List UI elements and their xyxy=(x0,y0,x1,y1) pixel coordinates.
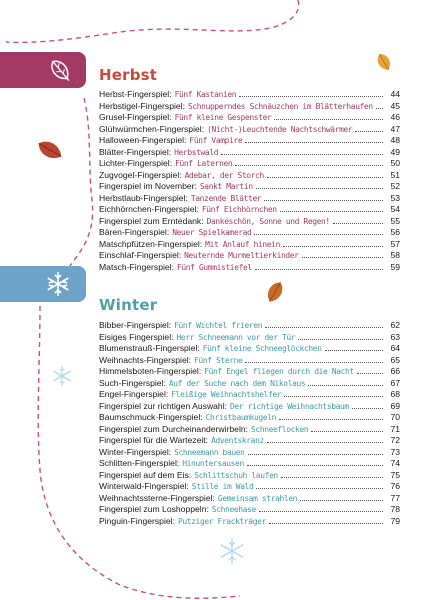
winter-toc-list xyxy=(99,320,400,527)
dot-leader xyxy=(355,125,383,132)
entry-category: Eichhörnchen-Fingerspiel: xyxy=(99,204,199,214)
entry-category: Such-Fingerspiel: xyxy=(99,377,166,388)
leaf-icon xyxy=(0,52,86,88)
entry-category: Schlitten-Fingerspiel: xyxy=(99,458,180,468)
dashed-trail xyxy=(70,98,93,266)
entry-category: Pinguin-Fingerspiel: xyxy=(99,515,175,526)
entry-title: Fünf Engel fliegen durch die Nacht xyxy=(204,367,354,376)
entry-category: Winterwald-Fingerspiel: xyxy=(99,481,189,491)
toc-entry xyxy=(99,355,400,367)
dot-leader xyxy=(267,436,383,443)
entry-title: Sankt Martin xyxy=(199,182,253,191)
toc-entry xyxy=(99,516,400,528)
entry-category: Eisiges Fingerspiel: xyxy=(99,331,174,342)
dot-leader xyxy=(235,159,383,166)
page-number: 70 xyxy=(390,412,400,422)
page-number: 75 xyxy=(390,469,400,480)
page-number: 78 xyxy=(390,504,400,514)
entry-category: Fingerspiel zum Loshoppeln: xyxy=(99,504,209,514)
entry-title: Fünf Kastanien xyxy=(174,90,237,99)
entry-title: Stille im Wald xyxy=(191,482,254,491)
toc-entry xyxy=(99,401,400,413)
toc-entry xyxy=(99,193,400,205)
page-number: 67 xyxy=(390,377,400,388)
entry-category: Lichter-Fingerspiel: xyxy=(99,158,173,168)
page-number: 62 xyxy=(390,320,400,330)
dot-leader xyxy=(245,136,383,143)
entry-title: Fünf Eichhörnchen xyxy=(201,205,277,214)
toc-entry xyxy=(99,412,400,424)
dot-leader xyxy=(248,448,383,455)
toc-entry xyxy=(99,135,400,147)
dot-leader xyxy=(357,367,383,374)
dot-leader xyxy=(352,402,383,409)
page-number: 72 xyxy=(390,435,400,445)
toc-entry xyxy=(99,89,400,101)
page-number: 44 xyxy=(390,89,400,99)
entry-category: Herbst-Fingerspiel: xyxy=(99,89,172,99)
toc-entry xyxy=(99,481,400,493)
dot-leader xyxy=(308,379,383,386)
entry-title: Dankeschön, Sonne und Regen! xyxy=(206,216,330,226)
page-number: 76 xyxy=(390,481,400,491)
toc-entry xyxy=(99,181,400,193)
page-number: 50 xyxy=(390,158,400,168)
entry-category: Himmelsboten-Fingerspiel: xyxy=(99,366,202,376)
page-number: 68 xyxy=(390,389,400,399)
entry-title: Neuternde Murmeltierkinder xyxy=(184,251,299,260)
entry-category: Herbstigel-Fingerspiel: xyxy=(99,100,185,111)
toc-entry xyxy=(99,470,400,482)
entry-title: Schlittschuh laufen xyxy=(194,470,278,480)
entry-title: (Nicht-)Leuchtende Nachtschwärmer xyxy=(207,124,353,134)
dot-leader xyxy=(247,459,383,466)
entry-title: Hinuntersausen xyxy=(182,459,244,468)
dot-leader xyxy=(300,494,383,501)
entry-title: Mit Anlauf hinein xyxy=(205,239,280,249)
entry-title: Schnupperndes Schnäuzchen im Blätterhaufen xyxy=(187,101,373,111)
toc-entry xyxy=(99,158,400,170)
page-number: 63 xyxy=(390,331,400,342)
toc-entry xyxy=(99,239,400,251)
entry-title: Tanzende Blätter xyxy=(190,193,262,203)
page-number: 49 xyxy=(390,146,400,157)
entry-category: Matschpfützen-Fingerspiel: xyxy=(99,238,203,249)
dot-leader xyxy=(255,263,383,270)
toc-entry xyxy=(99,332,400,344)
herbst-toc-list xyxy=(99,89,400,273)
light-snowflake-icon xyxy=(53,366,70,386)
entry-title: Der richtige Weihnachtsbaum xyxy=(230,401,349,411)
entry-category: Weihnachtssterne-Fingerspiel: xyxy=(99,492,215,503)
toc-entry xyxy=(99,378,400,390)
light-snowflake-icon xyxy=(221,538,244,564)
dot-leader xyxy=(325,344,383,351)
entry-category: Winter-Fingerspiel: xyxy=(99,446,172,457)
page-number: 57 xyxy=(390,238,400,249)
entry-category: Baumschmuck-Fingerspiel: xyxy=(99,412,203,422)
dot-leader xyxy=(269,517,383,524)
brown-leaf-icon xyxy=(264,279,286,304)
dashed-trail xyxy=(6,0,299,42)
toc-entry xyxy=(99,447,400,459)
entry-category: Fingerspiel zum Erntedank: xyxy=(99,215,204,226)
entry-title: Gemeinsam strahlen xyxy=(217,493,298,503)
entry-title: Adebar, der Storch xyxy=(184,170,264,180)
page-number: 71 xyxy=(390,423,400,434)
page-number: 51 xyxy=(390,169,400,180)
page-number: 74 xyxy=(390,458,400,468)
toc-entry xyxy=(99,147,400,159)
entry-title: Schneemann bauen xyxy=(174,447,245,457)
red-leaf-icon xyxy=(35,137,65,162)
dot-leader xyxy=(284,390,383,397)
toc-entry xyxy=(99,343,400,355)
section-title-herbst: Herbst xyxy=(99,66,158,84)
winter-section-tab xyxy=(0,266,86,302)
toc-entry xyxy=(99,170,400,182)
dot-leader xyxy=(376,102,383,109)
entry-category: Blumenstrauß-Fingerspiel: xyxy=(99,343,200,353)
entry-category: Einschlaf-Fingerspiel: xyxy=(99,250,182,260)
page-number: 64 xyxy=(390,343,400,353)
entry-title: Schneeflocken xyxy=(251,424,309,434)
toc-entry xyxy=(99,101,400,113)
page-number: 55 xyxy=(390,215,400,226)
page-number: 59 xyxy=(390,261,400,272)
toc-entry xyxy=(99,227,400,239)
dot-leader xyxy=(256,482,383,489)
dot-leader xyxy=(283,240,383,247)
page-number: 54 xyxy=(390,204,400,214)
page-number: 77 xyxy=(390,492,400,503)
section-title-winter: Winter xyxy=(99,296,158,314)
dot-leader xyxy=(279,413,383,420)
entry-category: Weihnachts-Fingerspiel: xyxy=(99,354,192,365)
entry-category: Grusel-Fingerspiel: xyxy=(99,112,172,122)
entry-title: Fleißige Weihnachtshelfer xyxy=(171,390,282,399)
entry-title: Adventskranz xyxy=(211,436,264,445)
entry-category: Zugvogel-Fingerspiel: xyxy=(99,169,182,180)
herbst-section-tab xyxy=(0,52,86,88)
toc-entry xyxy=(99,424,400,436)
dot-leader xyxy=(254,228,383,235)
toc-entry xyxy=(99,493,400,505)
page-number: 66 xyxy=(390,366,400,376)
entry-title: Putziger Frackträger xyxy=(177,516,266,526)
dot-leader xyxy=(281,471,383,478)
entry-title: Fünf kleine Gespenster xyxy=(174,113,272,122)
entry-title: Herr Schneemann vor der Tür xyxy=(176,332,296,342)
page-number: 79 xyxy=(390,515,400,526)
toc-entry xyxy=(99,250,400,262)
dot-leader xyxy=(239,90,383,97)
snowflake-icon xyxy=(0,266,86,302)
entry-title: Herbstwald xyxy=(174,147,219,157)
dot-leader xyxy=(259,505,383,512)
dot-leader xyxy=(264,194,383,201)
dot-leader xyxy=(267,171,383,178)
page-number: 45 xyxy=(390,100,400,111)
toc-entry xyxy=(99,366,400,378)
entry-category: Fingerspiel zur richtigen Auswahl: xyxy=(99,400,228,411)
entry-category: Engel-Fingerspiel: xyxy=(99,389,169,399)
entry-category: Halloween-Fingerspiel: xyxy=(99,135,187,145)
toc-entry xyxy=(99,320,400,332)
toc-entry xyxy=(99,216,400,228)
entry-category: Bären-Fingerspiel: xyxy=(99,227,170,237)
toc-entry xyxy=(99,504,400,516)
dot-leader xyxy=(221,148,383,155)
dot-leader xyxy=(245,356,383,363)
entry-category: Fingerspiel auf dem Eis: xyxy=(99,469,192,480)
dot-leader xyxy=(274,113,383,120)
page-number: 73 xyxy=(390,446,400,457)
page-number: 46 xyxy=(390,112,400,122)
orange-leaf-icon xyxy=(375,51,394,72)
page-number: 48 xyxy=(390,135,400,145)
page-number: 47 xyxy=(390,123,400,134)
dot-leader xyxy=(256,182,383,189)
entry-title: Neuer Spielkamerad xyxy=(172,228,252,237)
dot-leader xyxy=(298,333,383,340)
page-number: 56 xyxy=(390,227,400,237)
page-number: 53 xyxy=(390,192,400,203)
page-number: 69 xyxy=(390,400,400,411)
entry-category: Fingerspiel zum Durcheinanderwirbeln: xyxy=(99,423,249,434)
entry-title: Fünf Gummistiefel xyxy=(176,262,252,272)
entry-category: Bibber-Fingerspiel: xyxy=(99,320,172,330)
entry-title: Fünf Wichtel frieren xyxy=(174,321,263,330)
entry-title: Auf der Suche nach dem Nikolaus xyxy=(168,378,306,388)
entry-category: Blätter-Fingerspiel: xyxy=(99,146,172,157)
page-number: 65 xyxy=(390,354,400,365)
entry-title: Schneehase xyxy=(211,505,256,514)
entry-title: Christbaumkugeln xyxy=(205,413,277,422)
toc-entry xyxy=(99,124,400,136)
dot-leader xyxy=(311,425,383,432)
entry-category: Matsch-Fingerspiel: xyxy=(99,261,174,272)
entry-category: Fingerspiel im November: xyxy=(99,181,197,191)
entry-category: Herbstlaub-Fingerspiel: xyxy=(99,192,188,203)
entry-title: Fünf kleine Schneeglöckchen xyxy=(202,344,322,353)
toc-entry xyxy=(99,112,400,124)
toc-entry xyxy=(99,204,400,216)
page-number: 58 xyxy=(390,250,400,260)
entry-title: Fünf Laternen xyxy=(175,159,233,168)
dot-leader xyxy=(280,205,383,212)
entry-category: Fingerspiel für die Wartezeit: xyxy=(99,435,209,445)
toc-entry xyxy=(99,389,400,401)
dot-leader xyxy=(302,251,383,258)
page-number: 52 xyxy=(390,181,400,191)
entry-title: Fünf Sterne xyxy=(194,355,243,365)
entry-title: Fünf Vampire xyxy=(189,136,243,145)
dot-leader xyxy=(265,321,383,328)
toc-entry xyxy=(99,262,400,274)
toc-entry xyxy=(99,458,400,470)
dot-leader xyxy=(333,217,383,224)
toc-entry xyxy=(99,435,400,447)
entry-category: Glühwürmchen-Fingerspiel: xyxy=(99,123,205,134)
